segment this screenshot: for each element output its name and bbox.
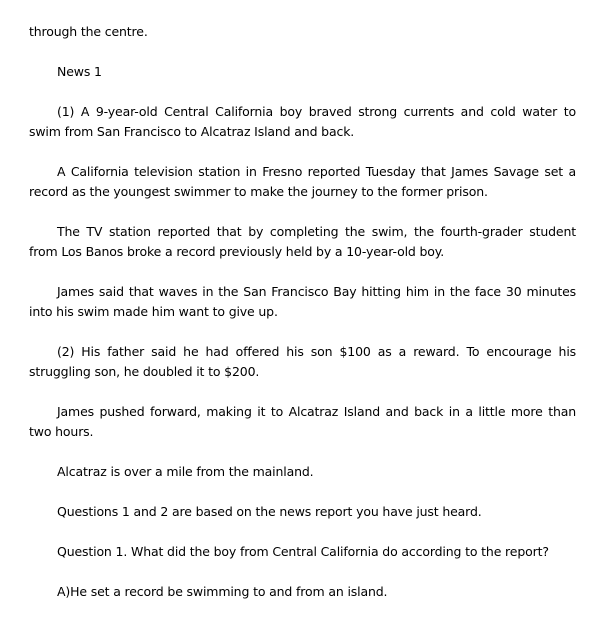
paragraph-news-4: James said that waves in the San Francisco Bay hitting him in the face 30 minutes into his swim made him want to give up. bbox=[29, 284, 576, 319]
paragraph-news-6: James pushed forward, making it to Alcatraz Island and back in a little more than two hours. bbox=[29, 404, 576, 439]
paragraph-questions-intro: Questions 1 and 2 are based on the news report you have just heard. bbox=[57, 504, 482, 519]
paragraph-news-7: Alcatraz is over a mile from the mainland. bbox=[57, 464, 314, 479]
paragraph-question-1: Question 1. What did the boy from Central California do according to the report? bbox=[57, 544, 549, 559]
paragraph-news-5: (2) His father said he had offered his son $100 as a reward. To encourage his struggling son, he doubled it to $200. bbox=[29, 344, 576, 379]
paragraph-news-heading: News 1 bbox=[57, 64, 102, 79]
paragraph-news-2: A California television station in Fresno reported Tuesday that James Savage set a record as the youngest swimmer to make the journey to the former prison. bbox=[29, 164, 576, 199]
paragraph-news-3: The TV station reported that by completing the swim, the fourth-grader student from Los Banos broke a record previously held by a 10-year-old boy. bbox=[29, 224, 576, 259]
paragraph-continuation: through the centre. bbox=[29, 24, 148, 39]
paragraph-news-1: (1) A 9-year-old Central California boy braved strong currents and cold water to swim from San Francisco to Alcatraz Island and back. bbox=[29, 104, 576, 139]
paragraph-answer-a: A)He set a record be swimming to and from an island. bbox=[57, 584, 388, 599]
